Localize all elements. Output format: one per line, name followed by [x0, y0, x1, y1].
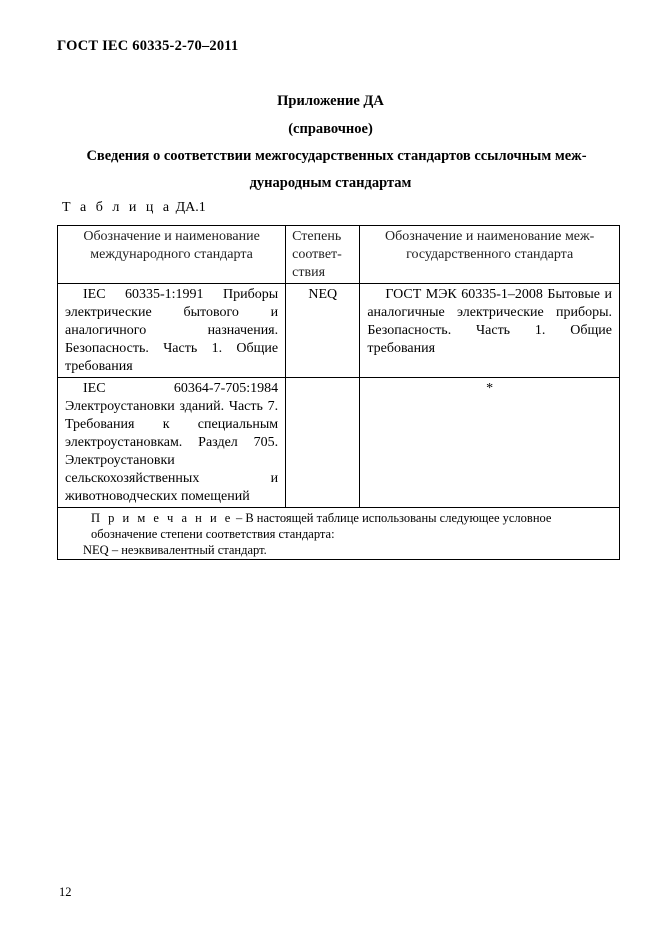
header-degree-line1: Степень — [292, 229, 342, 244]
header-international — [58, 226, 286, 284]
row1-interstate-text: ГОСТ МЭК 60335-1–2008 Бытовые и аналогичные электрические приборы. Безопасность. Часть 1. Общие требования — [367, 287, 612, 356]
table-row — [58, 284, 620, 378]
row2-international — [58, 378, 286, 508]
header-interstate-line2: государственного стандарта — [406, 247, 574, 262]
note-line — [65, 510, 612, 542]
row1-interstate — [360, 284, 620, 378]
table-row — [58, 378, 620, 508]
row1-international — [58, 284, 286, 378]
header-degree-line2: соответ- — [292, 247, 342, 262]
page-number: 12 — [59, 885, 72, 899]
row2-interstate: * — [360, 378, 620, 508]
table-caption-id: ДА.1 — [175, 200, 206, 215]
header-interstate — [360, 226, 620, 284]
appendix-subtitle: (справочное) — [288, 121, 373, 137]
standards-table — [57, 225, 620, 560]
header-degree-line3: ствия — [292, 265, 326, 280]
header-international-line2: международного стандарта — [90, 247, 253, 262]
table-header-row — [58, 226, 620, 284]
table-caption-label: Т а б л и ц а — [62, 200, 173, 215]
header-international-line1: Обозначение и наименование — [83, 229, 260, 244]
appendix-heading-line2: дународным стандартам — [249, 175, 412, 191]
row2-degree — [286, 378, 360, 508]
table-note — [58, 508, 620, 560]
table-note-row — [58, 508, 620, 560]
document-code: ГОСТ IEC 60335-2-70–2011 — [57, 38, 239, 54]
note-label: П р и м е ч а н и е — [91, 511, 233, 525]
row2-international-text: IEC 60364-7-705:1984 Электроустановки зданий. Часть 7. Требования к специальным электроустановкам. Раздел 705. Электроустановки сельскохозяйственных и животноводческих помещений — [65, 381, 279, 504]
header-degree — [286, 226, 360, 284]
table-caption — [62, 200, 206, 216]
header-interstate-line1: Обозначение и наименование меж- — [384, 229, 595, 244]
appendix-heading-line1: Сведения о соответствии межгосударственных стандартов ссылочным меж- — [86, 148, 587, 164]
row1-international-text: IEC 60335-1:1991 Приборы электрические бытового и аналогичного назначения. Безопасность. Часть 1. Общие требования — [65, 287, 279, 374]
note-abbreviation: NEQ – неэквивалентный стандарт. — [83, 543, 267, 557]
note-text: – В настоящей таблице использованы следующее условное обозначение степени соответствия стандарта: — [91, 511, 552, 541]
row1-degree: NEQ — [286, 284, 360, 378]
appendix-title: Приложение ДА — [277, 93, 384, 109]
